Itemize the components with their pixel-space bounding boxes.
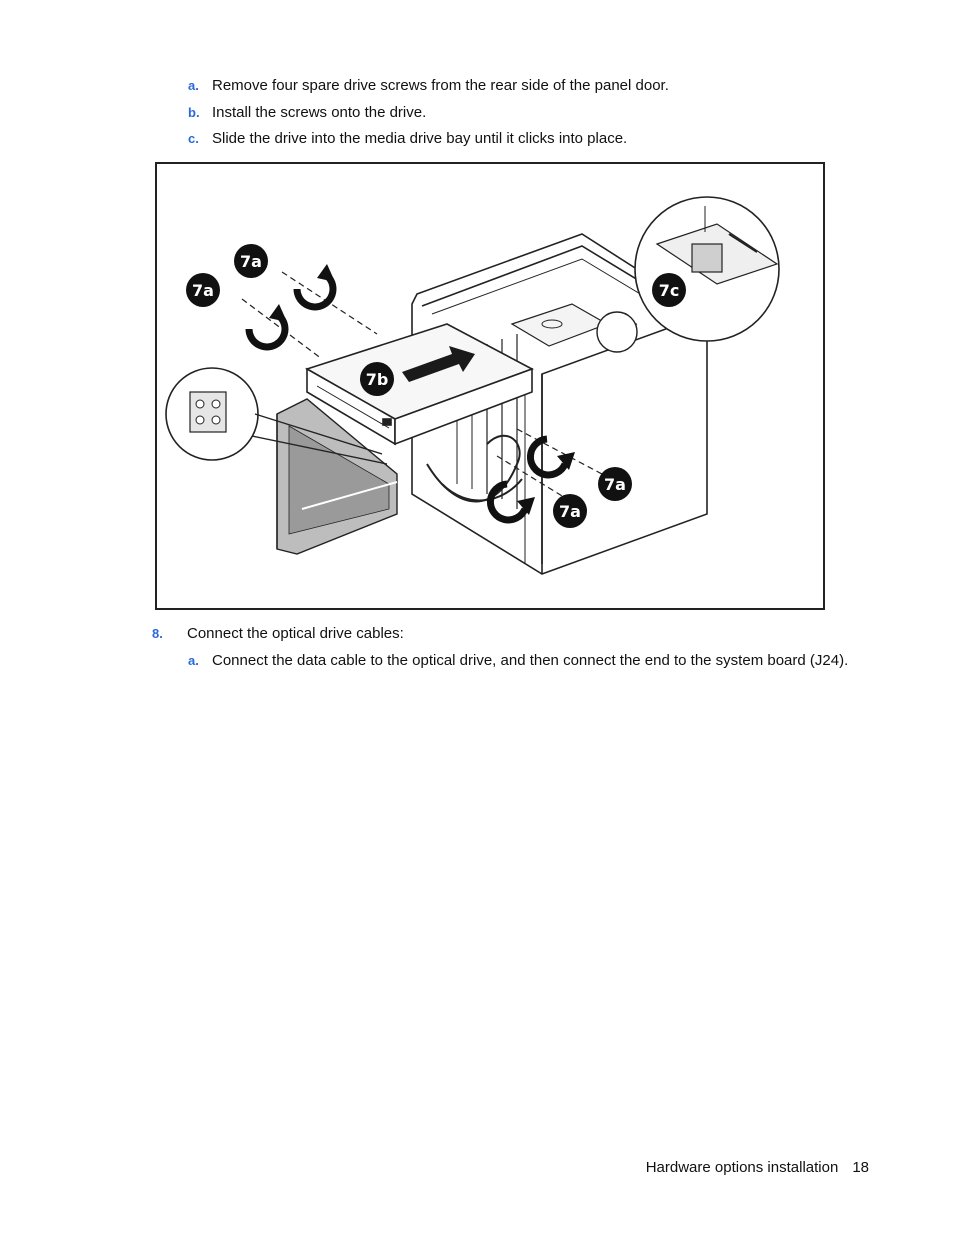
callout-7a-3: [598, 467, 632, 501]
callout-7b: [360, 362, 394, 396]
step-number: 8.: [152, 626, 163, 641]
svg-text:7b: 7b: [365, 370, 389, 389]
page-number: 18: [852, 1159, 869, 1176]
callout-7c: [652, 273, 686, 307]
substep-text: Remove four spare drive screws from the rear side of the panel door.: [212, 77, 669, 94]
callout-7a-2: [186, 273, 220, 307]
svg-text:7c: 7c: [658, 281, 680, 300]
step-text: Connect the optical drive cables:: [187, 625, 404, 642]
substep-text: Install the screws onto the drive.: [212, 104, 427, 121]
svg-text:7a: 7a: [604, 475, 626, 494]
page-footer: [646, 1159, 869, 1177]
step-8: [152, 625, 852, 643]
list-marker: b.: [188, 105, 200, 120]
svg-text:7a: 7a: [559, 502, 581, 521]
list-marker: c.: [188, 131, 199, 146]
substep-text: Slide the drive into the media drive bay until it clicks into place.: [212, 130, 628, 147]
callout-7a-1: [234, 244, 268, 278]
substep-b: [188, 104, 888, 122]
list-marker: a.: [188, 653, 199, 668]
drive-install-diagram: [157, 164, 823, 608]
substep-text: Connect the data cable to the optical drive, and then connect the end to the system board (J24).: [212, 652, 849, 669]
callout-7a-4: [553, 494, 587, 528]
svg-text:7a: 7a: [240, 252, 262, 271]
step-8-substep-a: [188, 652, 888, 670]
list-marker: a.: [188, 78, 199, 93]
installation-illustration: [155, 162, 825, 610]
svg-text:7a: 7a: [192, 281, 214, 300]
substep-c: [188, 130, 888, 148]
footer-section-title: Hardware options installation: [645, 1159, 839, 1176]
substep-a: [188, 77, 888, 95]
